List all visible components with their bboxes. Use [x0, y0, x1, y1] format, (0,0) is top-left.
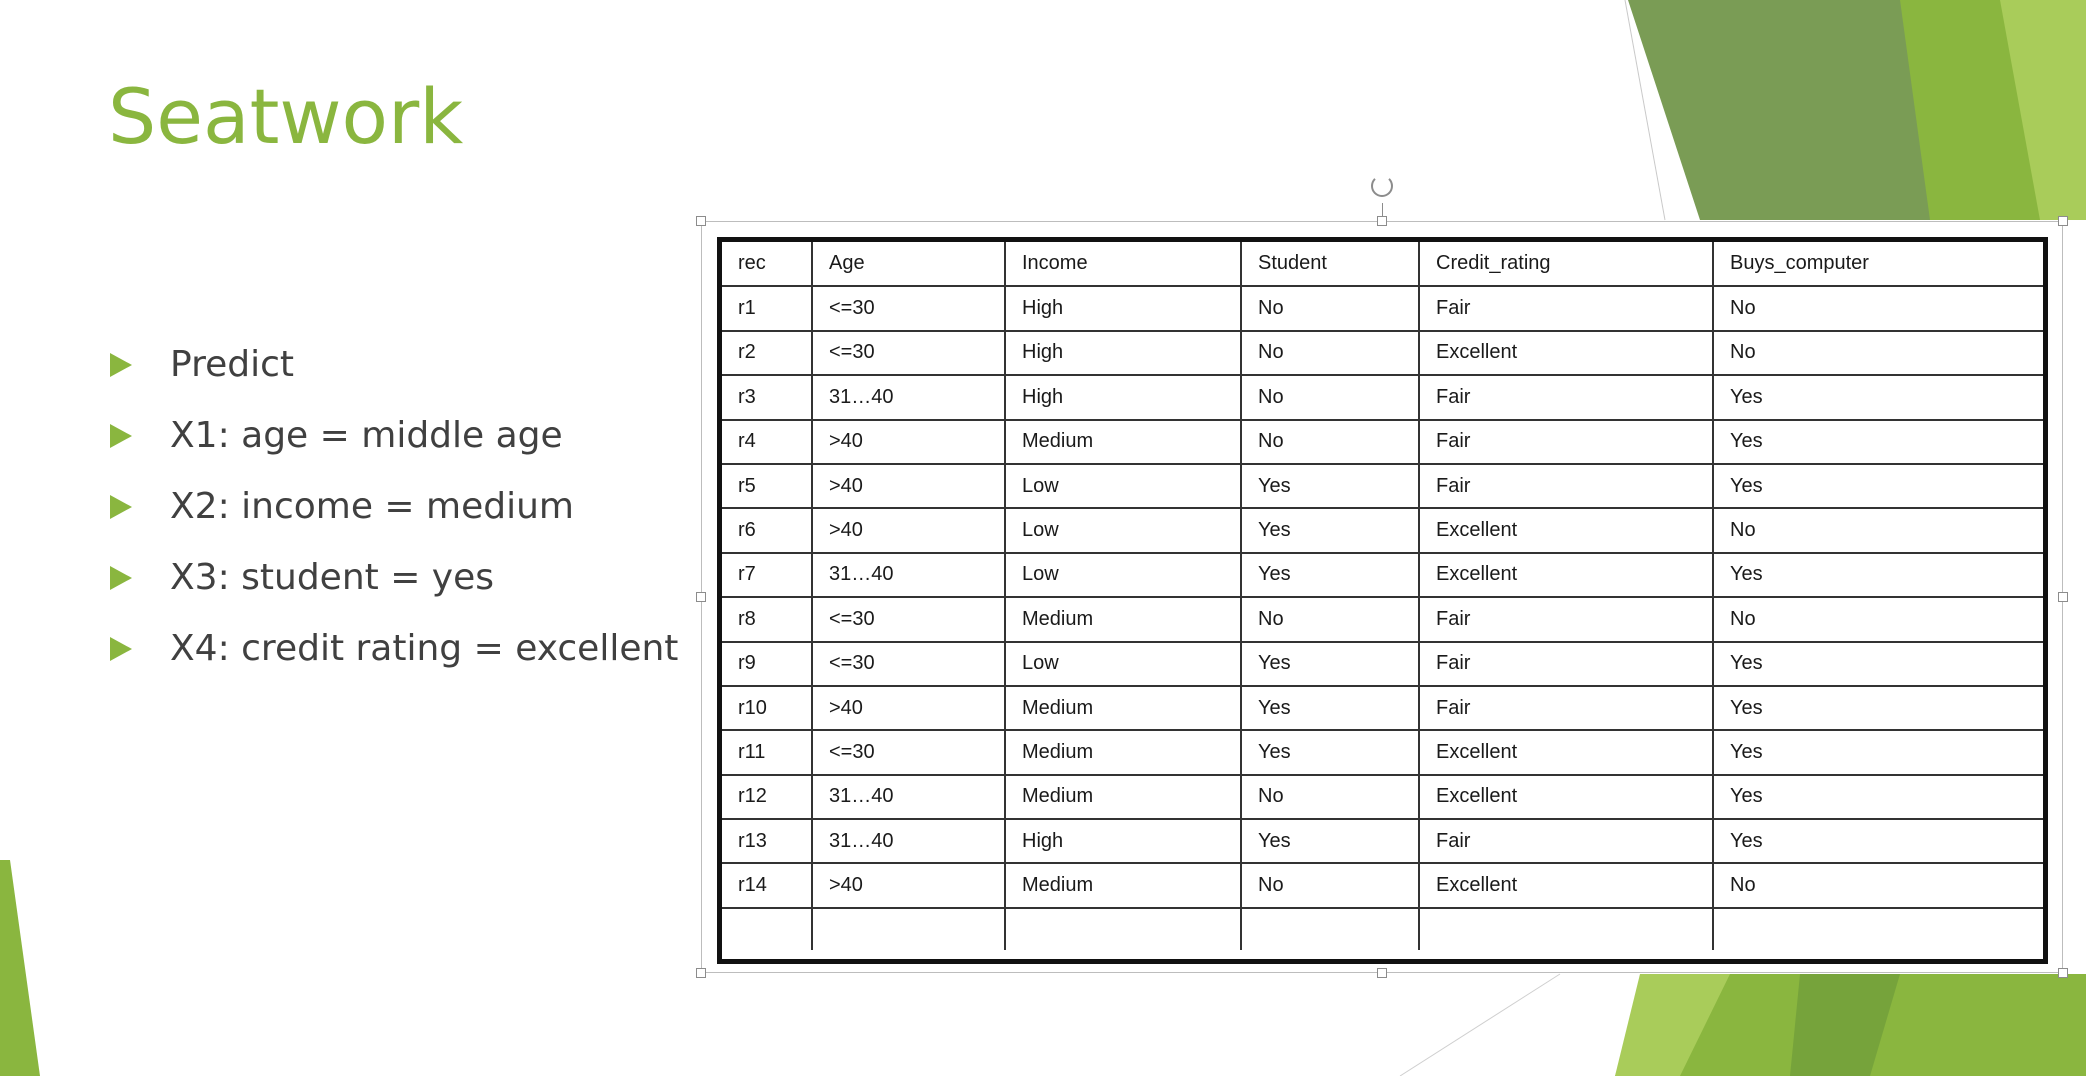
cell-credit-rating: Excellent: [1419, 775, 1713, 819]
cell-rec: r2: [722, 331, 812, 375]
cell-credit-rating: Excellent: [1419, 331, 1713, 375]
cell-buys-computer: No: [1713, 863, 2043, 907]
cell-credit-rating: Fair: [1419, 642, 1713, 686]
cell-age: 31…40: [812, 775, 1005, 819]
column-header-rec: rec: [722, 242, 812, 286]
table-header-row: [722, 242, 2043, 286]
bullet-text: X3: student = yes: [170, 557, 495, 598]
facet-left: [0, 860, 40, 1076]
cell-age: <=30: [812, 642, 1005, 686]
cell-buys-computer: Yes: [1713, 642, 2043, 686]
table-row: [722, 730, 2043, 774]
cell-rec: r9: [722, 642, 812, 686]
rotate-handle-icon[interactable]: [1371, 175, 1393, 197]
bullet-arrow-icon: [110, 495, 132, 519]
facet-line-bottom: [1400, 974, 1560, 1076]
slide-title: Seatwork: [108, 72, 464, 161]
cell-credit-rating: Excellent: [1419, 508, 1713, 552]
column-header-credit-rating: Credit_rating: [1419, 242, 1713, 286]
cell-student: No: [1241, 331, 1419, 375]
cell-income: Medium: [1005, 863, 1241, 907]
cell-income: Medium: [1005, 775, 1241, 819]
bullet-item: [108, 482, 678, 553]
table-row: [722, 464, 2043, 508]
cell-student: Yes: [1241, 642, 1419, 686]
empty-cell: [1241, 908, 1419, 950]
bullet-arrow-icon: [110, 424, 132, 448]
cell-buys-computer: No: [1713, 508, 2043, 552]
cell-buys-computer: No: [1713, 286, 2043, 330]
column-header-income: Income: [1005, 242, 1241, 286]
cell-rec: r13: [722, 819, 812, 863]
cell-student: Yes: [1241, 819, 1419, 863]
resize-handle-left[interactable]: [696, 592, 706, 602]
cell-age: >40: [812, 508, 1005, 552]
cell-rec: r11: [722, 730, 812, 774]
cell-student: No: [1241, 286, 1419, 330]
cell-student: Yes: [1241, 686, 1419, 730]
cell-buys-computer: No: [1713, 597, 2043, 641]
table-row: [722, 286, 2043, 330]
cell-age: >40: [812, 686, 1005, 730]
cell-credit-rating: Fair: [1419, 420, 1713, 464]
resize-handle-top-left[interactable]: [696, 216, 706, 226]
bullet-text: Predict: [170, 344, 294, 385]
column-header-student: Student: [1241, 242, 1419, 286]
table-row: [722, 819, 2043, 863]
cell-buys-computer: Yes: [1713, 730, 2043, 774]
bullet-item: [108, 340, 678, 411]
cell-buys-computer: Yes: [1713, 375, 2043, 419]
table-row: [722, 420, 2043, 464]
cell-student: No: [1241, 420, 1419, 464]
resize-handle-bottom[interactable]: [1377, 968, 1387, 978]
cell-credit-rating: Excellent: [1419, 863, 1713, 907]
cell-student: Yes: [1241, 553, 1419, 597]
bullet-arrow-icon: [110, 353, 132, 377]
cell-student: No: [1241, 863, 1419, 907]
cell-income: High: [1005, 331, 1241, 375]
empty-cell: [812, 908, 1005, 950]
cell-income: High: [1005, 375, 1241, 419]
cell-rec: r7: [722, 553, 812, 597]
table-row: [722, 642, 2043, 686]
cell-credit-rating: Fair: [1419, 686, 1713, 730]
table-row: [722, 775, 2043, 819]
column-header-buys-computer: Buys_computer: [1713, 242, 2043, 286]
cell-age: <=30: [812, 597, 1005, 641]
data-table: [722, 242, 2043, 950]
bullet-text: X1: age = middle age: [170, 415, 563, 456]
cell-age: >40: [812, 464, 1005, 508]
bullet-item: [108, 624, 678, 695]
bullet-arrow-icon: [110, 566, 132, 590]
cell-buys-computer: Yes: [1713, 553, 2043, 597]
resize-handle-top[interactable]: [1377, 216, 1387, 226]
table-body: [722, 286, 2043, 949]
cell-age: >40: [812, 420, 1005, 464]
bullet-list: [108, 340, 678, 695]
cell-income: Medium: [1005, 597, 1241, 641]
cell-buys-computer: Yes: [1713, 420, 2043, 464]
cell-age: <=30: [812, 286, 1005, 330]
cell-credit-rating: Fair: [1419, 375, 1713, 419]
resize-handle-bottom-right[interactable]: [2058, 968, 2068, 978]
cell-income: High: [1005, 286, 1241, 330]
cell-buys-computer: Yes: [1713, 464, 2043, 508]
table-row: [722, 597, 2043, 641]
table-row: [722, 863, 2043, 907]
table-filler-row: [722, 908, 2043, 950]
table-row: [722, 553, 2043, 597]
cell-income: Low: [1005, 642, 1241, 686]
cell-age: >40: [812, 863, 1005, 907]
cell-income: Medium: [1005, 420, 1241, 464]
cell-rec: r3: [722, 375, 812, 419]
cell-rec: r14: [722, 863, 812, 907]
table-row: [722, 331, 2043, 375]
data-table-image: [717, 237, 2048, 964]
bullet-arrow-icon: [110, 637, 132, 661]
cell-income: Low: [1005, 508, 1241, 552]
cell-credit-rating: Fair: [1419, 597, 1713, 641]
cell-rec: r8: [722, 597, 812, 641]
cell-buys-computer: Yes: [1713, 775, 2043, 819]
cell-credit-rating: Fair: [1419, 819, 1713, 863]
cell-rec: r12: [722, 775, 812, 819]
empty-cell: [1419, 908, 1713, 950]
cell-credit-rating: Fair: [1419, 464, 1713, 508]
cell-student: Yes: [1241, 464, 1419, 508]
cell-income: High: [1005, 819, 1241, 863]
resize-handle-bottom-left[interactable]: [696, 968, 706, 978]
resize-handle-right[interactable]: [2058, 592, 2068, 602]
cell-buys-computer: No: [1713, 331, 2043, 375]
cell-age: 31…40: [812, 375, 1005, 419]
cell-age: <=30: [812, 331, 1005, 375]
cell-credit-rating: Fair: [1419, 286, 1713, 330]
cell-rec: r4: [722, 420, 812, 464]
cell-credit-rating: Excellent: [1419, 730, 1713, 774]
bullet-item: [108, 553, 678, 624]
table-row: [722, 508, 2043, 552]
table-row: [722, 686, 2043, 730]
cell-age: 31…40: [812, 553, 1005, 597]
bullet-item: [108, 411, 678, 482]
cell-student: Yes: [1241, 730, 1419, 774]
column-header-age: Age: [812, 242, 1005, 286]
cell-age: <=30: [812, 730, 1005, 774]
bullet-text: X2: income = medium: [170, 486, 574, 527]
cell-rec: r1: [722, 286, 812, 330]
cell-age: 31…40: [812, 819, 1005, 863]
cell-income: Medium: [1005, 686, 1241, 730]
cell-student: No: [1241, 375, 1419, 419]
bullet-text: X4: credit rating = excellent: [170, 628, 679, 669]
cell-income: Low: [1005, 464, 1241, 508]
empty-cell: [1005, 908, 1241, 950]
cell-income: Low: [1005, 553, 1241, 597]
cell-rec: r10: [722, 686, 812, 730]
cell-student: No: [1241, 597, 1419, 641]
empty-cell: [722, 908, 812, 950]
cell-income: Medium: [1005, 730, 1241, 774]
cell-credit-rating: Excellent: [1419, 553, 1713, 597]
cell-student: No: [1241, 775, 1419, 819]
resize-handle-top-right[interactable]: [2058, 216, 2068, 226]
cell-rec: r5: [722, 464, 812, 508]
cell-buys-computer: Yes: [1713, 686, 2043, 730]
cell-rec: r6: [722, 508, 812, 552]
empty-cell: [1713, 908, 2043, 950]
table-row: [722, 375, 2043, 419]
cell-student: Yes: [1241, 508, 1419, 552]
cell-buys-computer: Yes: [1713, 819, 2043, 863]
